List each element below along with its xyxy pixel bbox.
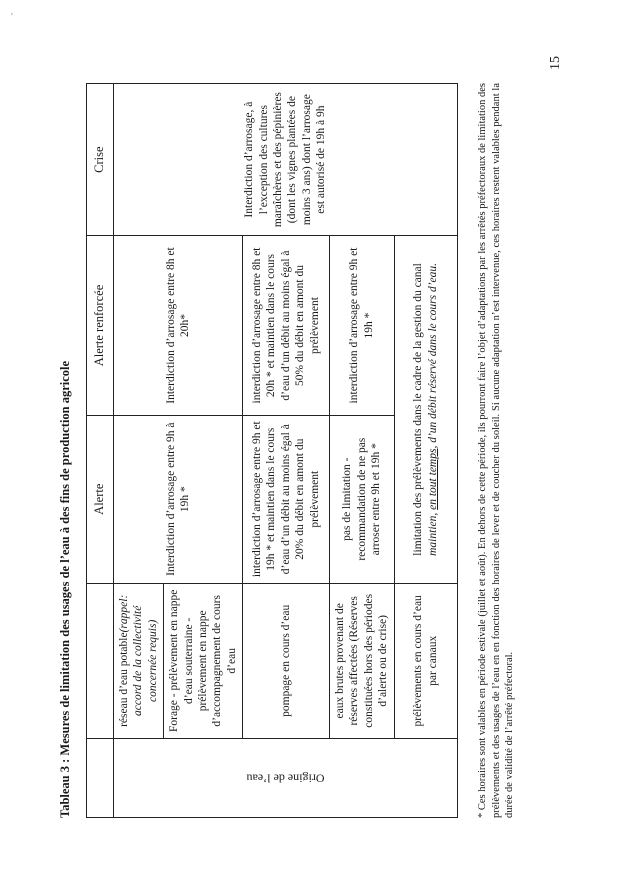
- renforcee-pompage: interdiction d’arrosage entre 8h et 20h * et maintien dans le cours d’eau d’un débit au moins égal à 50% du débit en amont du prélèvement: [243, 236, 330, 416]
- alerte-forage-reseau: Interdiction d’arrosage entre 9h à 19h *: [114, 415, 243, 583]
- source-canaux: prélèvements en cours d’eau par canaux: [394, 583, 457, 738]
- renforcee-reserves: interdiction d’arrosage entre 9h et 19h *: [330, 236, 395, 416]
- crise-cell: Interdiction d’arrosage, à l’exception des cultures maraîchères et des pépinières (dont les vignes plantées de moins 3 ans) dont l’arrosage est autorisé de 19h à 9h: [114, 84, 458, 236]
- page-number: 15: [548, 56, 563, 70]
- source-forage: Forage - prélèvement en nappe d’eau souterraine - prélèvement en nappe d’accompagnement de cours d’eau: [164, 583, 243, 738]
- scan-mark: ': [11, 12, 13, 23]
- origin-label-cell: [114, 739, 458, 818]
- alerte-pompage: interdiction d’arrosage entre 9h et 19h * et maintien dans le cours d’eau d’un débit au moins égal à 20% du débit en amont du prélèvement: [243, 415, 330, 583]
- source-reseau: réseau d’eau potable(rappel: accord de la collectivité concernée requis): [114, 583, 164, 738]
- header-row: [87, 84, 114, 818]
- limitation-table: [86, 83, 458, 818]
- table-row: [114, 84, 164, 818]
- alerte-reserves: pas de limitation - recommandation de ne pas arroser entre 9h et 19h *: [330, 415, 395, 583]
- rotated-content: [58, 58, 578, 818]
- canaux-limitation: limitation des prélèvements dans le cadre de la gestion du canal maintien, en tout temps, d’un débit réservé dans le cours d’eau.: [394, 236, 457, 583]
- source-header: [87, 583, 114, 738]
- renforcee-forage-reseau: Interdiction d’arrosage entre 8h et 20h*: [114, 236, 243, 416]
- footnote: * Ces horaires sont valables en période estivale (juillet et août). En dehors de cette période, ils pourront faire l’objet d’adaptations par les arrêtés préfectoraux de limitation des prélèvements et des usages de l’eau en en fonction des horaires de lever et de coucher du soleil. Si aucune adaptation n’est intervenue, ces horaires restent valables pendant la durée de validité de l’arrêté préfectoral.: [477, 83, 516, 818]
- header-alerte: Alerte: [87, 415, 114, 583]
- corner-cell: [87, 739, 114, 818]
- source-pompage: pompage en cours d’eau: [243, 583, 330, 738]
- origin-label: Origine de l’eau: [246, 771, 325, 786]
- header-alerte-renforcee: Alerte renforcée: [87, 236, 114, 416]
- header-crise: Crise: [87, 84, 114, 236]
- source-reserves: eaux brutes provenant de réserves affectées (Réserves constituées hors des périodes d’alerte ou de crise): [330, 583, 395, 738]
- table-title: Tableau 3 : Mesures de limitation des usages de l’eau à des fins de production agricole: [58, 360, 72, 818]
